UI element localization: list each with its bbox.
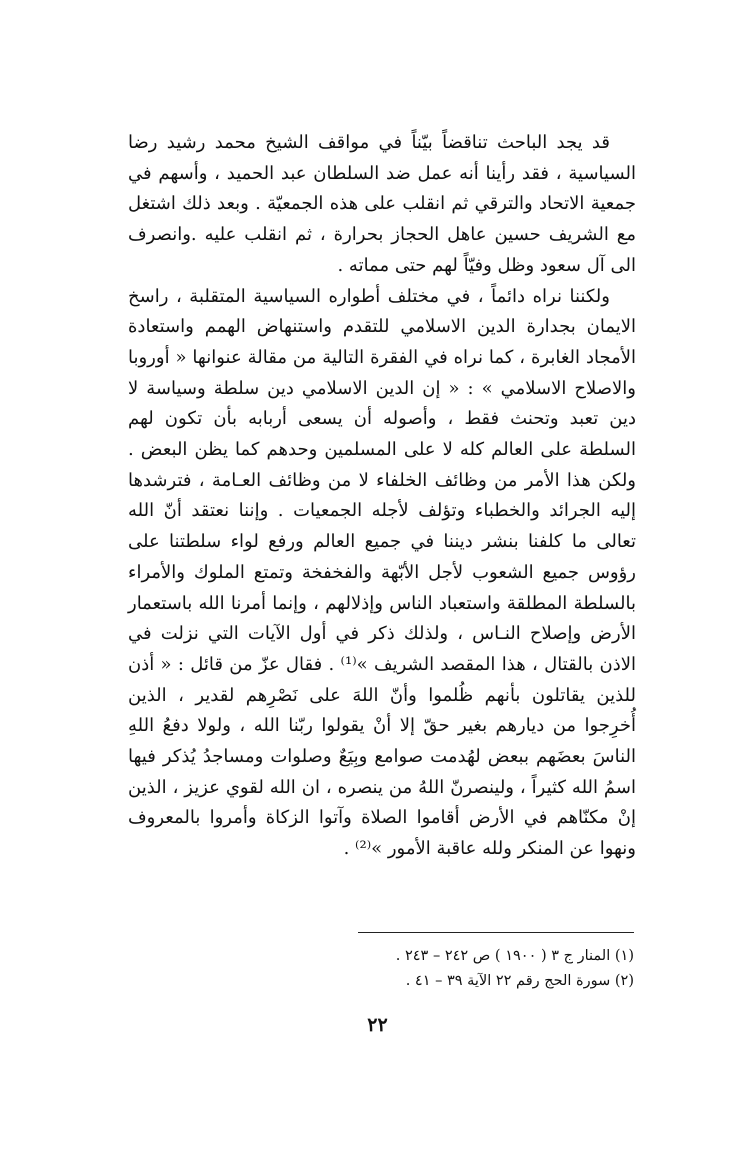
main-text xyxy=(128,128,636,865)
footnote-1: (١) المنار ج ٣ ( ١٩٠٠ ) ص ٢٤٢ – ٢٤٣ . xyxy=(395,948,634,964)
paragraph-1: قد يجد الباحث تناقضاً بيّناً في مواقف الشيخ محمد رشيد رضا السياسية ، فقد رأينا أنه عمل ضد السلطان عبد الحميد ، وأسهم في جمعية الاتحاد والترقي ثم انقلب على هذه الجمعيّة . وبعد ذلك اشتغل مع الشريف حسين عاهل الحجاز بحرارة ، ثم انقلب عليه .وانصرف الى آل سعود وظل وفيّاً لهم حتى مماته . xyxy=(128,132,636,276)
footnotes xyxy=(200,944,634,994)
page-number: ٢٢ xyxy=(367,1014,388,1036)
paragraph-2: ولكننا نراه دائماً ، في مختلف أطواره السياسية المتقلبة ، راسخ الايمان بجدارة الدين الاسلامي للتقدم واستنهاض الهمم واستعادة الأمجاد الغابرة ، كما نراه في الفقرة التالية من مقالة عنوانها « أوروبا والاصلاح الاسلامي » : « إن الدين الاسلامي دين سلطة وسياسة لا دين تعبد وتحنث فقط ، وأصوله أن يسعى أربابه بأن تكون لهم السلطة على العالم كله لا على المسلمين وحدهم كما يظن البعض . ولكن هذا الأمر من وظائف الخلفاء لا من وظائف العـامة ، فترشدها إليه الجرائد والخطباء وتؤلف لأجله الجمعيات . وإننا نعتقد أنّ الله تعالى ما كلفنا بنشر ديننا في جميع العالم ورفع لواء سلطتنا على رؤوس جميع الشعوب لأجل الأبّهة والفخفخة وتمتع الملوك والأمراء بالسلطة المطلقة واستعباد الناس وإذلالهم ، وإنما أمرنا الله باستعمار الأرض وإصلاح النـاس ، ولذلك ذكر في أول الآيات التي نزلت في الاذن بالقتال ، هذا المقصد الشريف »⁽¹⁾ . فقال عزّ من قائل : « أذن للذين يقاتلون بأنهم ظُلموا وأنّ اللهَ على نَصْرِهم لقدير ، الذين أُخرِجوا من ديارهم بغير حقّ إلا أنْ يقولوا ربّنا الله ، ولولا دفعُ اللهِ الناسَ بعضَهم ببعض لهُدمت صوامع وبِيَعٌ وصلوات ومساجدُ يُذكر فيها اسمُ الله كثيراً ، ولينصرنّ اللهُ من ينصره ، ان الله لقوي عزيز ، الذين إنْ مكنّاهم في الأرض أقاموا الصلاة وآتوا الزكاة وأمروا بالمعروف ونهوا عن المنكر ولله عاقبة الأمور »⁽²⁾ . xyxy=(128,285,637,860)
footnote-divider xyxy=(358,932,634,933)
footnote-2: (٢) سورة الحج رقم ٢٢ الآية ٣٩ – ٤١ . xyxy=(405,973,634,989)
